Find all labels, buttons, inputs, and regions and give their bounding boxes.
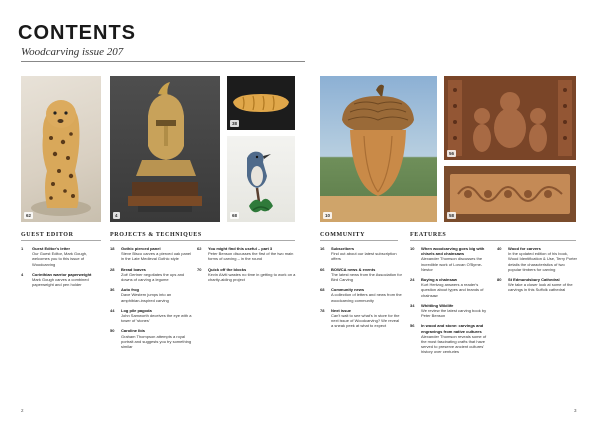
entry-title: Quick off the blocks xyxy=(208,266,247,272)
toc-entry[interactable] xyxy=(497,246,577,272)
entry-title: Gothic pierced panel xyxy=(121,246,161,251)
entry-desc: Graham Thompson attempts a royal portrait and suggests you try something similar xyxy=(121,333,192,350)
toc-entry[interactable] xyxy=(21,246,101,267)
photo-pierced-panel[interactable] xyxy=(444,166,576,222)
projects-list-1 xyxy=(110,246,192,354)
entry-page: 28 xyxy=(110,266,115,272)
entry-desc: Dave Western jumps into an amphibian-inspired carving xyxy=(121,292,172,303)
entry-page: 80 xyxy=(497,277,502,283)
acorn-illustration xyxy=(320,76,437,222)
entry-desc: Find out about our latest subscription offers xyxy=(331,251,397,262)
entry-page: 56 xyxy=(410,323,415,329)
toc-entry[interactable] xyxy=(320,287,402,303)
entry-page: 70 xyxy=(197,266,202,272)
entry-title: Auto frog xyxy=(121,287,139,293)
photo-bird-carving[interactable] xyxy=(227,136,295,222)
entry-desc: A collection of letters and news from the woodcarving community xyxy=(331,292,402,303)
entry-desc: We take a closer look at some of the carvings in this Suffolk cathedral xyxy=(508,282,573,293)
toc-entry[interactable] xyxy=(110,328,192,349)
photo-carved-relief[interactable] xyxy=(444,76,576,160)
folio-right: 3 xyxy=(574,408,577,413)
entry-desc: John Samworth deceives the eye with a tower of 'stones' xyxy=(121,313,192,324)
section-rule xyxy=(320,240,398,241)
entry-page: 34 xyxy=(410,302,415,308)
section-projects: PROJECTS & TECHNIQUES xyxy=(110,232,202,238)
entry-desc: Steve Bisco carves a pierced oak panel in the Late Medieval Gothic style xyxy=(121,251,192,262)
page-number-badge: 68 xyxy=(232,213,238,218)
toc-entry[interactable] xyxy=(410,323,492,354)
entry-page: 50 xyxy=(110,328,115,334)
entry-title: You might find this useful – part 3 xyxy=(208,246,273,251)
page-title: CONTENTS xyxy=(18,22,136,44)
page-number-badge: 38 xyxy=(232,121,238,126)
entry-page: 66 xyxy=(320,266,325,272)
bird-illustration xyxy=(227,136,295,222)
entry-page: 10 xyxy=(410,246,415,251)
panel-illustration xyxy=(444,166,576,222)
toc-entry[interactable] xyxy=(320,246,402,262)
entry-page: 18 xyxy=(110,246,115,251)
entry-page: 16 xyxy=(320,246,325,251)
toc-entry[interactable] xyxy=(110,287,192,303)
toc-entry[interactable] xyxy=(110,246,192,262)
entry-title: Wood for carvers xyxy=(508,246,541,251)
entry-desc: Alexander Thomson discusses the incredible work of Lorcan O'Byrne-Nestor xyxy=(421,256,483,272)
entry-desc: Kevin Alviti wastes no time in getting to work on a charity-aiding project xyxy=(208,271,296,283)
entry-desc: In the updated edition of his book, Wood Identification & Use, Terry Porter details the characteristics of two popular timbers for carving xyxy=(508,251,577,272)
entry-desc: Zoë Gertner negotiates the ups and downs of carving a legume xyxy=(121,271,185,283)
helmet-illustration xyxy=(110,76,220,222)
entry-title: Caroline Ibis xyxy=(121,328,146,334)
page-number-badge: 58 xyxy=(449,213,455,218)
entry-page: 78 xyxy=(320,307,325,313)
entry-page: 24 xyxy=(410,277,415,283)
entry-page: 44 xyxy=(110,307,115,313)
relief-illustration xyxy=(444,76,576,160)
projects-list-2 xyxy=(197,246,297,287)
photo-bread-loaf[interactable] xyxy=(227,76,295,130)
entry-desc: Mark Gough carves a combined paperweight and pen holder xyxy=(32,277,89,288)
page-number-badge: 4 xyxy=(115,213,118,218)
entry-title: Corinthian warrior paperweight xyxy=(32,271,92,277)
photo-acorn-sculpture[interactable] xyxy=(320,76,437,222)
toc-entry[interactable] xyxy=(410,246,492,272)
features-list-1 xyxy=(410,246,492,360)
photo-warrior-paperweight[interactable] xyxy=(110,76,220,222)
entry-title: Community news xyxy=(331,287,365,293)
entry-title: When woodcarving goes big with chisels and chainsaws xyxy=(421,246,485,257)
entry-desc: We review the latest carving book by Peter Benson xyxy=(421,308,487,319)
issue-subtitle: Woodcarving issue 207 xyxy=(21,46,124,58)
entry-title: Buying a chainsaw xyxy=(421,277,458,283)
section-features: FEATURES xyxy=(410,232,447,238)
leopard-illustration xyxy=(21,76,101,222)
section-community: COMMUNITY xyxy=(320,232,366,238)
entry-page: 1 xyxy=(21,246,24,251)
entry-title: Log pile pagoda xyxy=(121,307,152,313)
page-number-badge: 56 xyxy=(449,151,455,156)
toc-entry[interactable] xyxy=(320,267,402,283)
features-list-2 xyxy=(497,246,577,298)
entry-page: 36 xyxy=(110,287,115,293)
entry-title: In wood and stone: carvings and engravings from native cultures xyxy=(421,323,484,334)
toc-entry[interactable] xyxy=(110,267,192,283)
entry-title: Next issue xyxy=(331,307,352,313)
section-guest-editor: GUEST EDITOR xyxy=(21,232,74,238)
section-rule xyxy=(410,240,576,241)
entry-title: Subscribers xyxy=(331,246,355,251)
header-rule xyxy=(21,61,305,62)
photo-leopard-carving[interactable] xyxy=(21,76,101,222)
toc-entry[interactable] xyxy=(497,277,577,293)
entry-title: St Edmundsbury Cathedral xyxy=(508,277,560,283)
entry-desc: Peter Benson discusses the first of the two main forms of carving – in the round xyxy=(208,251,294,262)
section-rule xyxy=(110,240,295,241)
entry-page: 4 xyxy=(21,271,24,277)
entry-title: Bread loaves xyxy=(121,266,146,272)
entry-desc: Kurt Hertzog answers a reader's question about types and brands of chainsaw xyxy=(421,282,484,298)
page-number-badge: 62 xyxy=(26,213,32,218)
guest-editor-list xyxy=(21,246,101,292)
entry-desc: Alexander Thomson reveals some of the most fascinating crafts that have served to preserve ancient cultures' history over centuries xyxy=(421,333,487,355)
entry-desc: Our Guest Editor, Mark Gough, welcomes you to this issue of Woodcarving xyxy=(32,251,88,267)
community-list xyxy=(320,246,402,334)
entry-title: BOWCA news & events xyxy=(331,266,376,272)
toc-entry[interactable] xyxy=(197,246,297,262)
section-rule xyxy=(21,240,101,241)
entry-title: Guest Editor's letter xyxy=(32,246,71,251)
toc-entry[interactable] xyxy=(110,308,192,324)
folio-left: 2 xyxy=(21,408,24,413)
entry-page: 62 xyxy=(197,246,202,251)
entry-title: Whittling Wildlife xyxy=(421,302,454,308)
entry-page: 68 xyxy=(320,287,325,293)
toc-entry[interactable] xyxy=(320,308,402,329)
toc-entry[interactable] xyxy=(197,267,297,283)
toc-entry[interactable] xyxy=(21,272,101,288)
entry-desc: The latest news from the Association for Bird Carving xyxy=(331,271,402,283)
toc-entry[interactable] xyxy=(410,277,492,298)
entry-desc: Can't wait to see what's in store for the next issue of Woodcarving? We reveal a sneak peek at what to expect xyxy=(331,313,400,329)
toc-entry[interactable] xyxy=(410,303,492,319)
entry-page: 40 xyxy=(497,246,502,251)
page-number-badge: 10 xyxy=(325,213,331,218)
